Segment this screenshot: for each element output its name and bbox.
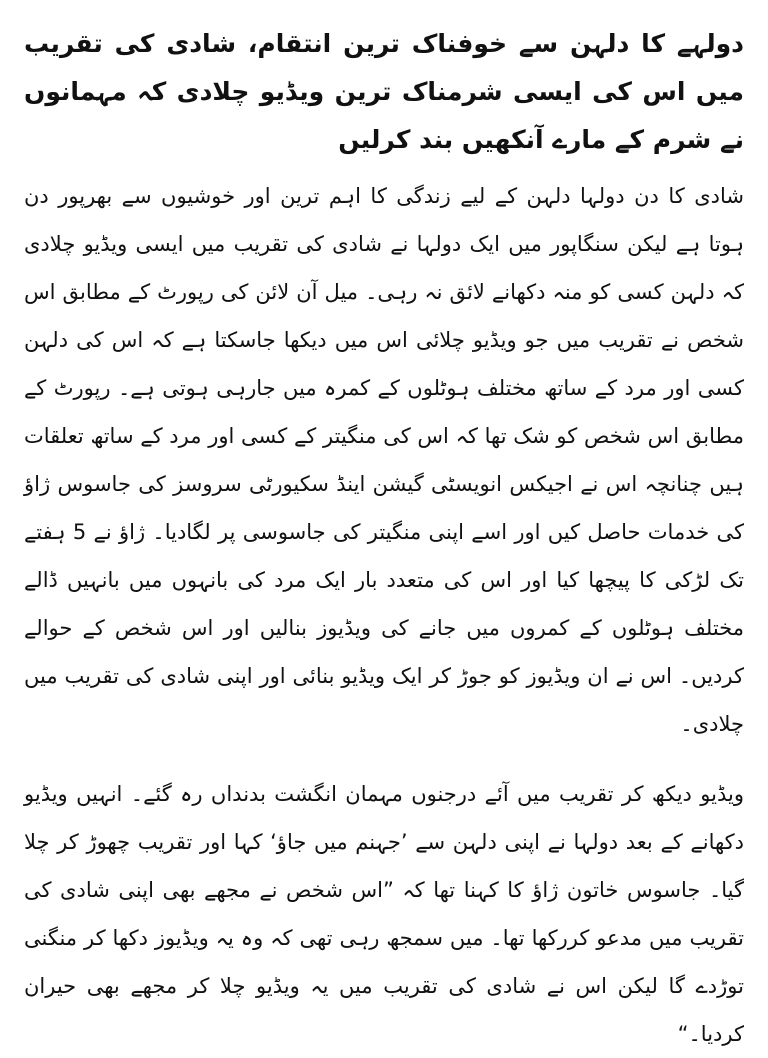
article-paragraph-1: شادی کا دن دولہا دلہن کے لیے زندگی کا اہم ترین اور خوشیوں سے بھرپور دن ہوتا ہے لیکن سنگاپور میں ایک دولہا نے شادی کی تقریب میں ایسی ویڈیو چلادی کہ دلہن کسی کو منہ دکھانے لائق نہ رہی۔ میل آن لائن کی رپورٹ کے مطابق اس شخص نے تقریب میں جو ویڈیو چلائی اس میں دیکھا جاسکتا ہے کہ اس کی دلہن کسی اور مرد کے ساتھ مختلف ہوٹلوں کے کمرہ میں جارہی ہوتی ہے۔ رپورٹ کے مطابق اس شخص کو شک تھا کہ اس کی منگیتر کے کسی اور مرد کے ساتھ تعلقات ہیں چنانچہ اس نے اجیکس انویسٹی گیشن اینڈ سکیورٹی سروسز کی جاسوس ژاؤ کی خدمات حاصل کیں اور اسے اپنی منگیتر کی جاسوسی پر لگادیا۔ ژاؤ نے 5 ہفتے تک لڑکی کا پیچھا کیا اور اس کی متعدد بار ایک مرد کی بانہوں میں بانہیں ڈالے مختلف ہوٹلوں کے کمروں میں جانے کی ویڈیوز بنالیں اور اس شخص کے حوالے کردیں۔ اس نے ان ویڈیوز کو جوڑ کر ایک ویڈیو بنائی اور اپنی شادی کی تقریب میں چلادی۔ [24, 184, 744, 736]
article-paragraph-2: ویڈیو دیکھ کر تقریب میں آئے درجنوں مہمان انگشت بدنداں رہ گئے۔ انہیں ویڈیو دکھانے کے بعد دولہا نے اپنی دلہن سے ’جہنم میں جاؤ‘ کہا اور تقریب چھوڑ کر چلا گیا۔ جاسوس خاتون ژاؤ کا کہنا تھا کہ ”اس شخص نے مجھے بھی اپنی شادی کی تقریب میں مدعو کررکھا تھا۔ میں سمجھ رہی تھی کہ وہ یہ ویڈیوز دکھا کر منگنی توڑدے گا لیکن اس نے شادی کی تقریب میں یہ ویڈیو چلا کر مجھے بھی حیران کردیا۔“ [24, 782, 744, 1046]
article-headline: دولہے کا دلہن سے خوفناک ترین انتقام، شادی کی تقریب میں اس کی ایسی شرمناک ترین ویڈیو چلادی کہ مہمانوں نے شرم کے مارے آنکھیں بند کرلیں [24, 29, 744, 154]
